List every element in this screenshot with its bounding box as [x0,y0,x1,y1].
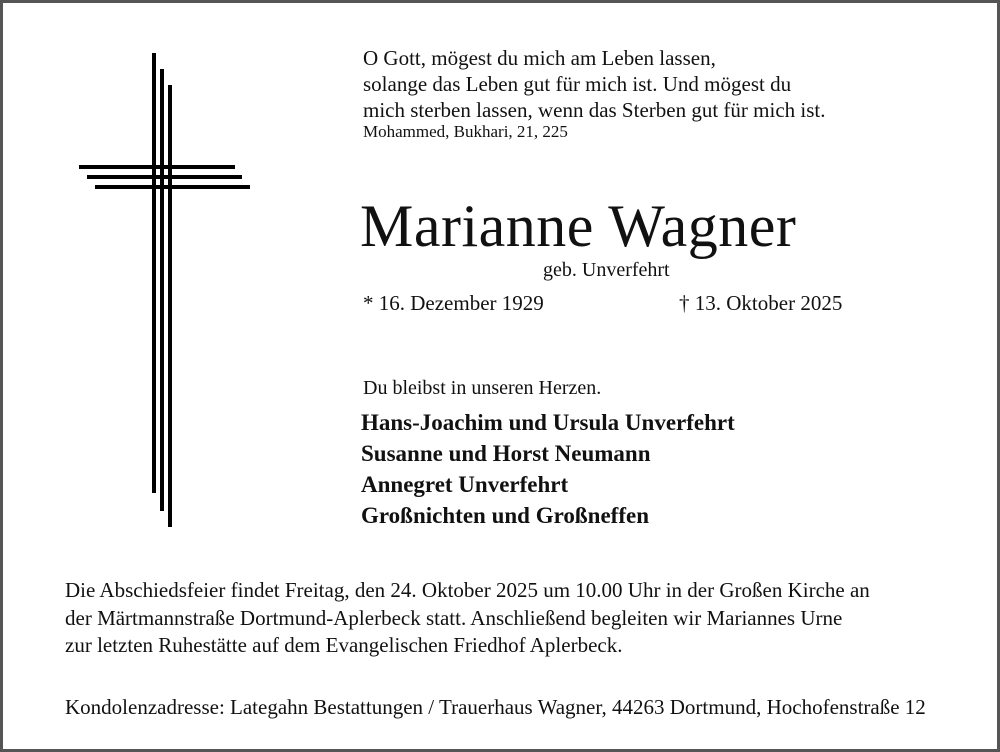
deceased-name: Marianne Wagner [360,193,797,259]
death-date: † 13. Oktober 2025 [679,291,843,315]
ceremony-text [65,577,870,660]
ceremony-line: Die Abschiedsfeier findet Freitag, den 24. Oktober 2025 um 10.00 Uhr in der Großen Kirche an [65,578,870,602]
birth-date: * 16. Dezember 1929 [363,291,544,315]
quote-line: mich sterben lassen, wenn das Sterben gut für mich ist. [363,98,826,122]
mourners-list [361,407,735,531]
quote-line: solange das Leben gut für mich ist. Und mögest du [363,72,792,96]
cross-icon [3,3,263,543]
maiden-name: geb. Unverfehrt [543,259,670,281]
mourner: Großnichten und Großneffen [361,503,649,528]
condolence-address: Kondolenzadresse: Lategahn Bestattungen / Trauerhaus Wagner, 44263 Dortmund, Hochofenstraße 12 [65,695,926,719]
ceremony-line: der Märtmannstraße Dortmund-Aplerbeck statt. Anschließend begleiten wir Mariannes Urne [65,605,843,630]
quote-source: Mohammed, Bukhari, 21, 225 [363,122,568,141]
mourner: Susanne und Horst Neumann [361,441,651,466]
quote [363,45,825,123]
ceremony-line: zur letzten Ruhestätte auf dem Evangelischen Friedhof Aplerbeck. [65,633,623,657]
quote-line: O Gott, mögest du mich am Leben lassen, [363,46,716,70]
mourner: Annegret Unverfehrt [361,472,569,497]
motto: Du bleibst in unseren Herzen. [363,377,602,399]
mourner: Hans-Joachim und Ursula Unverfehrt [361,410,735,435]
